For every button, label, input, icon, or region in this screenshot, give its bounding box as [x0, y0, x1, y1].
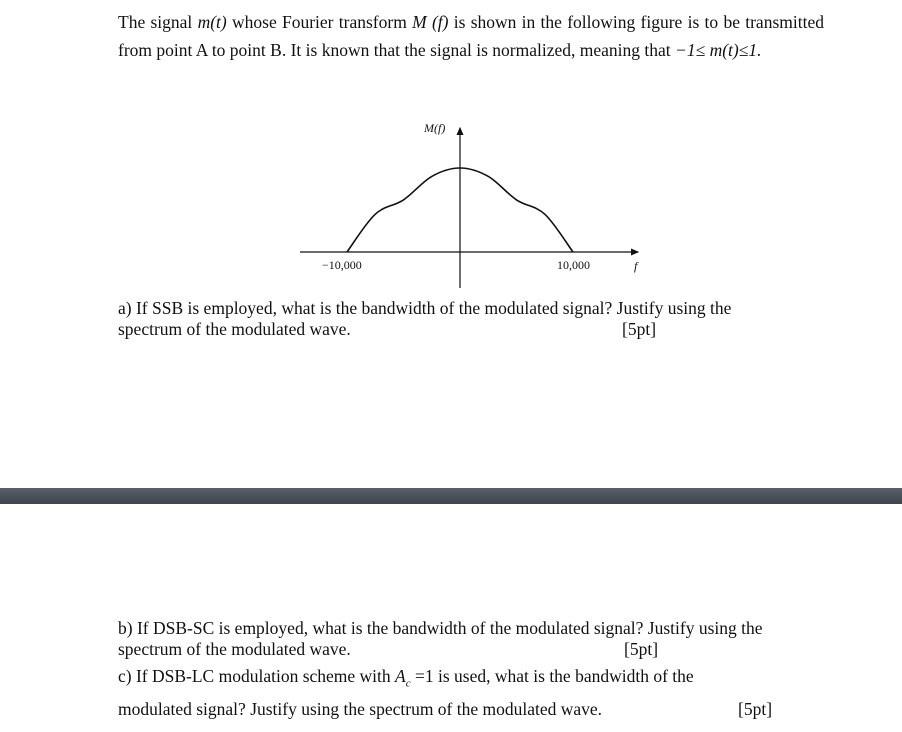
question-a: [118, 298, 731, 340]
question-c-line-2: [118, 697, 773, 722]
question-c-text-1: c) If DSB-LC modulation scheme with: [118, 666, 396, 686]
problem-paragraph: [118, 8, 824, 64]
signal-symbol: m(t): [197, 12, 227, 32]
x-axis-label: f: [634, 259, 638, 273]
section-divider: [0, 488, 902, 504]
problem-statement: [118, 8, 824, 64]
intro-text-3: is shown in the following figure is to be transmitted from point A to point B. It is known that the signal is normalized, meaning that: [118, 12, 824, 60]
question-c-text-2: =1 is used, what is the bandwidth of the: [410, 666, 694, 686]
question-b-text-2: spectrum of the modulated wave.: [118, 639, 351, 659]
carrier-amplitude-subscript: c: [405, 677, 411, 690]
question-c-text-3: modulated signal? Justify using the spectrum of the modulated wave.: [118, 698, 603, 719]
carrier-amplitude-symbol: A: [395, 666, 406, 686]
question-a-line-1: a) If SSB is employed, what is the bandwidth of the modulated signal? Justify using the: [118, 298, 732, 318]
question-b: [118, 618, 763, 660]
intro-text-1: The signal: [118, 12, 198, 32]
question-b-line-1: b) If DSB-SC is employed, what is the bandwidth of the modulated signal? Justify using the: [118, 618, 763, 638]
normalization-constraint: −1≤ m(t)≤1.: [675, 40, 762, 60]
y-axis-label: M(f): [424, 121, 446, 135]
question-b-points: [5pt]: [624, 639, 659, 659]
fourier-transform-symbol: M (f): [412, 12, 449, 32]
question-c: [118, 664, 773, 722]
question-a-line-2: [118, 319, 731, 340]
question-b-line-2: [118, 639, 763, 660]
question-a-points: [5pt]: [622, 319, 657, 339]
question-a-text-2: spectrum of the modulated wave.: [118, 319, 351, 339]
question-c-line-1: [118, 664, 694, 697]
question-c-points: [5pt]: [738, 698, 773, 719]
intro-text-2: whose Fourier transform: [226, 12, 413, 32]
left-tick-label: −10,000: [322, 258, 362, 272]
spectrum-figure: [290, 116, 670, 292]
right-tick-label: 10,000: [557, 258, 590, 272]
